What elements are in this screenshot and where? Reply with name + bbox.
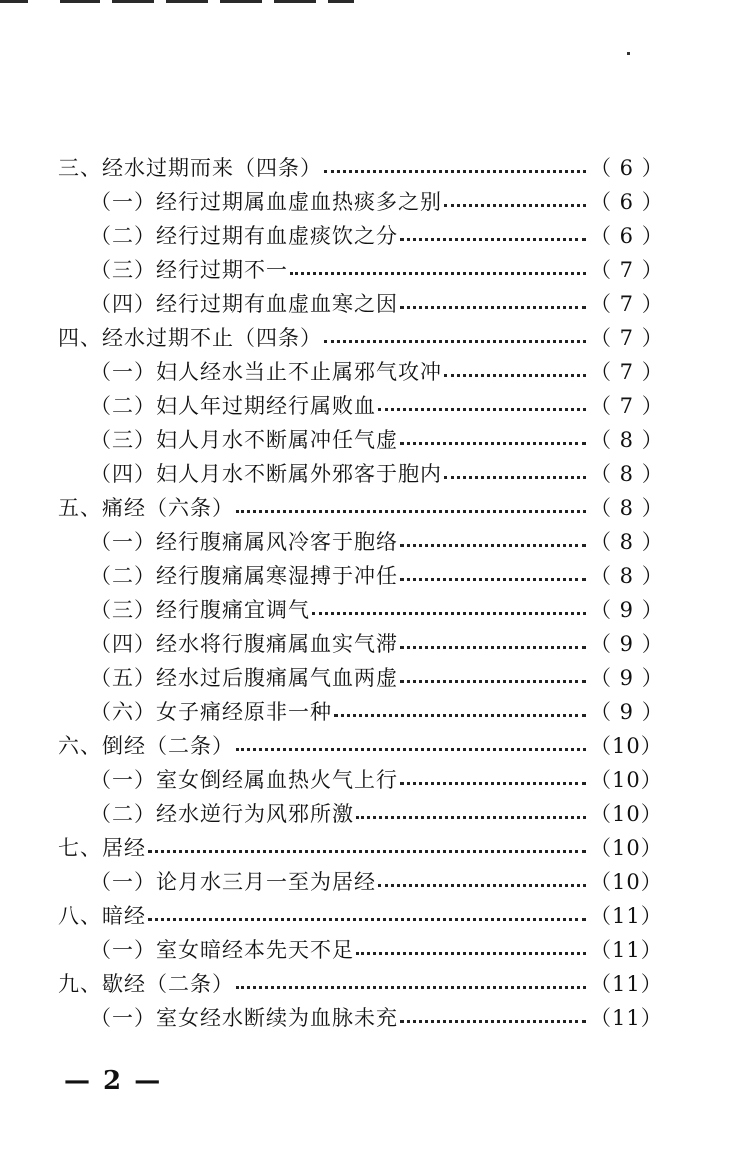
toc-dot-leader <box>444 204 586 207</box>
toc-entry-page: （ 8 ） <box>590 428 664 452</box>
toc-dot-leader <box>400 680 586 683</box>
toc-entry-page: （ 9 ） <box>590 598 664 622</box>
toc-entry-title: 六、倒经（二条） <box>58 734 234 758</box>
toc-entry-title: （一）室女经水断续为血脉未充 <box>90 1006 398 1030</box>
toc-entry-page: （ 7 ） <box>590 292 664 316</box>
toc-entry-page: （11） <box>590 1006 663 1030</box>
toc-entry-title: （一）经行过期属血虚血热痰多之别 <box>90 190 442 214</box>
toc-dot-leader <box>400 1020 586 1023</box>
toc-dot-leader <box>444 374 586 377</box>
toc-subsection-entry <box>58 932 663 966</box>
toc-entry-page: （ 9 ） <box>590 632 664 656</box>
toc-dot-leader <box>236 986 586 989</box>
toc-dot-leader <box>400 646 586 649</box>
toc-entry-title: 五、痛经（六条） <box>58 496 234 520</box>
toc-entry-page: （11） <box>590 972 663 996</box>
table-of-contents <box>58 150 664 1034</box>
toc-subsection-entry <box>58 456 664 490</box>
toc-subsection-entry <box>58 1000 663 1034</box>
toc-entry-page: （ 8 ） <box>590 564 664 588</box>
toc-entry-page: （ 7 ） <box>590 326 664 350</box>
toc-dot-leader <box>324 340 586 343</box>
toc-entry-page: （ 8 ） <box>590 462 664 486</box>
toc-dot-leader <box>356 952 586 955</box>
toc-entry-title: （二）经行过期有血虚痰饮之分 <box>90 224 398 248</box>
toc-dot-leader <box>236 748 586 751</box>
toc-entry-page: （ 7 ） <box>590 394 664 418</box>
toc-entry-title: 四、经水过期不止（四条） <box>58 326 322 350</box>
toc-subsection-entry <box>58 422 664 456</box>
top-rule-2 <box>60 0 100 3</box>
scan-dot <box>627 52 630 55</box>
page-number: — 2 — <box>64 1066 163 1096</box>
toc-entry-page: （11） <box>590 904 663 928</box>
toc-subsection-entry <box>58 286 664 320</box>
toc-entry-title: 七、居经 <box>58 836 146 860</box>
toc-subsection-entry <box>58 626 664 660</box>
toc-entry-title: 九、歇经（二条） <box>58 972 234 996</box>
top-rule-6 <box>274 0 316 3</box>
toc-section-entry <box>58 320 664 354</box>
toc-dot-leader <box>400 306 586 309</box>
toc-subsection-entry <box>58 694 664 728</box>
toc-dot-leader <box>378 408 586 411</box>
toc-entry-title: （三）经行腹痛宜调气 <box>90 598 310 622</box>
toc-entry-page: （10） <box>590 802 663 826</box>
toc-entry-title: （二）经水逆行为风邪所激 <box>90 802 354 826</box>
toc-entry-title: 八、暗经 <box>58 904 146 928</box>
toc-dot-leader <box>400 782 586 785</box>
toc-dot-leader <box>324 170 586 173</box>
top-rule-4 <box>166 0 208 3</box>
toc-entry-page: （10） <box>590 836 663 860</box>
toc-entry-page: （ 6 ） <box>590 156 664 180</box>
top-rule-7 <box>328 0 354 3</box>
toc-entry-page: （ 7 ） <box>590 360 664 384</box>
toc-entry-page: （10） <box>590 768 663 792</box>
toc-dot-leader <box>400 578 586 581</box>
toc-entry-page: （ 8 ） <box>590 496 664 520</box>
toc-entry-page: （11） <box>590 938 663 962</box>
toc-entry-page: （10） <box>590 734 663 758</box>
toc-entry-title: （四）经水将行腹痛属血实气滞 <box>90 632 398 656</box>
toc-subsection-entry <box>58 524 664 558</box>
toc-dot-leader <box>236 510 586 513</box>
toc-subsection-entry <box>58 864 663 898</box>
toc-section-entry <box>58 830 663 864</box>
toc-dot-leader <box>290 272 586 275</box>
toc-subsection-entry <box>58 388 664 422</box>
toc-entry-title: （二）妇人年过期经行属败血 <box>90 394 376 418</box>
toc-entry-title: （一）论月水三月一至为居经 <box>90 870 376 894</box>
toc-subsection-entry <box>58 762 663 796</box>
toc-entry-page: （10） <box>590 870 663 894</box>
toc-entry-page: （ 6 ） <box>590 190 664 214</box>
toc-dot-leader <box>400 238 586 241</box>
toc-entry-title: （一）室女暗经本先天不足 <box>90 938 354 962</box>
toc-subsection-entry <box>58 592 664 626</box>
toc-dot-leader <box>312 612 586 615</box>
toc-section-entry <box>58 898 663 932</box>
toc-entry-title: （二）经行腹痛属寒湿搏于冲任 <box>90 564 398 588</box>
toc-entry-page: （ 6 ） <box>590 224 664 248</box>
top-rule-3 <box>112 0 154 3</box>
toc-entry-title: （六）女子痛经原非一种 <box>90 700 332 724</box>
toc-dot-leader <box>378 884 586 887</box>
toc-section-entry <box>58 490 664 524</box>
toc-subsection-entry <box>58 218 664 252</box>
toc-entry-page: （ 9 ） <box>590 700 664 724</box>
toc-dot-leader <box>334 714 586 717</box>
toc-subsection-entry <box>58 660 664 694</box>
toc-section-entry <box>58 728 663 762</box>
toc-entry-title: （一）室女倒经属血热火气上行 <box>90 768 398 792</box>
toc-subsection-entry <box>58 796 663 830</box>
toc-dot-leader <box>400 544 586 547</box>
toc-dot-leader <box>148 918 586 921</box>
toc-section-entry <box>58 966 663 1000</box>
toc-subsection-entry <box>58 558 664 592</box>
toc-entry-title: （五）经水过后腹痛属气血两虚 <box>90 666 398 690</box>
top-rule-1 <box>0 0 28 3</box>
top-rule-5 <box>220 0 262 3</box>
toc-dot-leader <box>356 816 586 819</box>
toc-entry-title: 三、经水过期而来（四条） <box>58 156 322 180</box>
toc-entry-title: （四）经行过期有血虚血寒之因 <box>90 292 398 316</box>
toc-dot-leader <box>148 850 586 853</box>
toc-entry-page: （ 9 ） <box>590 666 664 690</box>
toc-entry-page: （ 7 ） <box>590 258 664 282</box>
toc-entry-title: （三）经行过期不一 <box>90 258 288 282</box>
toc-entry-title: （四）妇人月水不断属外邪客于胞内 <box>90 462 442 486</box>
toc-subsection-entry <box>58 252 664 286</box>
toc-subsection-entry <box>58 354 664 388</box>
toc-dot-leader <box>444 476 586 479</box>
toc-section-entry <box>58 150 664 184</box>
toc-subsection-entry <box>58 184 664 218</box>
toc-entry-title: （一）经行腹痛属风冷客于胞络 <box>90 530 398 554</box>
toc-dot-leader <box>400 442 586 445</box>
toc-entry-title: （三）妇人月水不断属冲任气虚 <box>90 428 398 452</box>
toc-entry-page: （ 8 ） <box>590 530 664 554</box>
toc-entry-title: （一）妇人经水当止不止属邪气攻冲 <box>90 360 442 384</box>
